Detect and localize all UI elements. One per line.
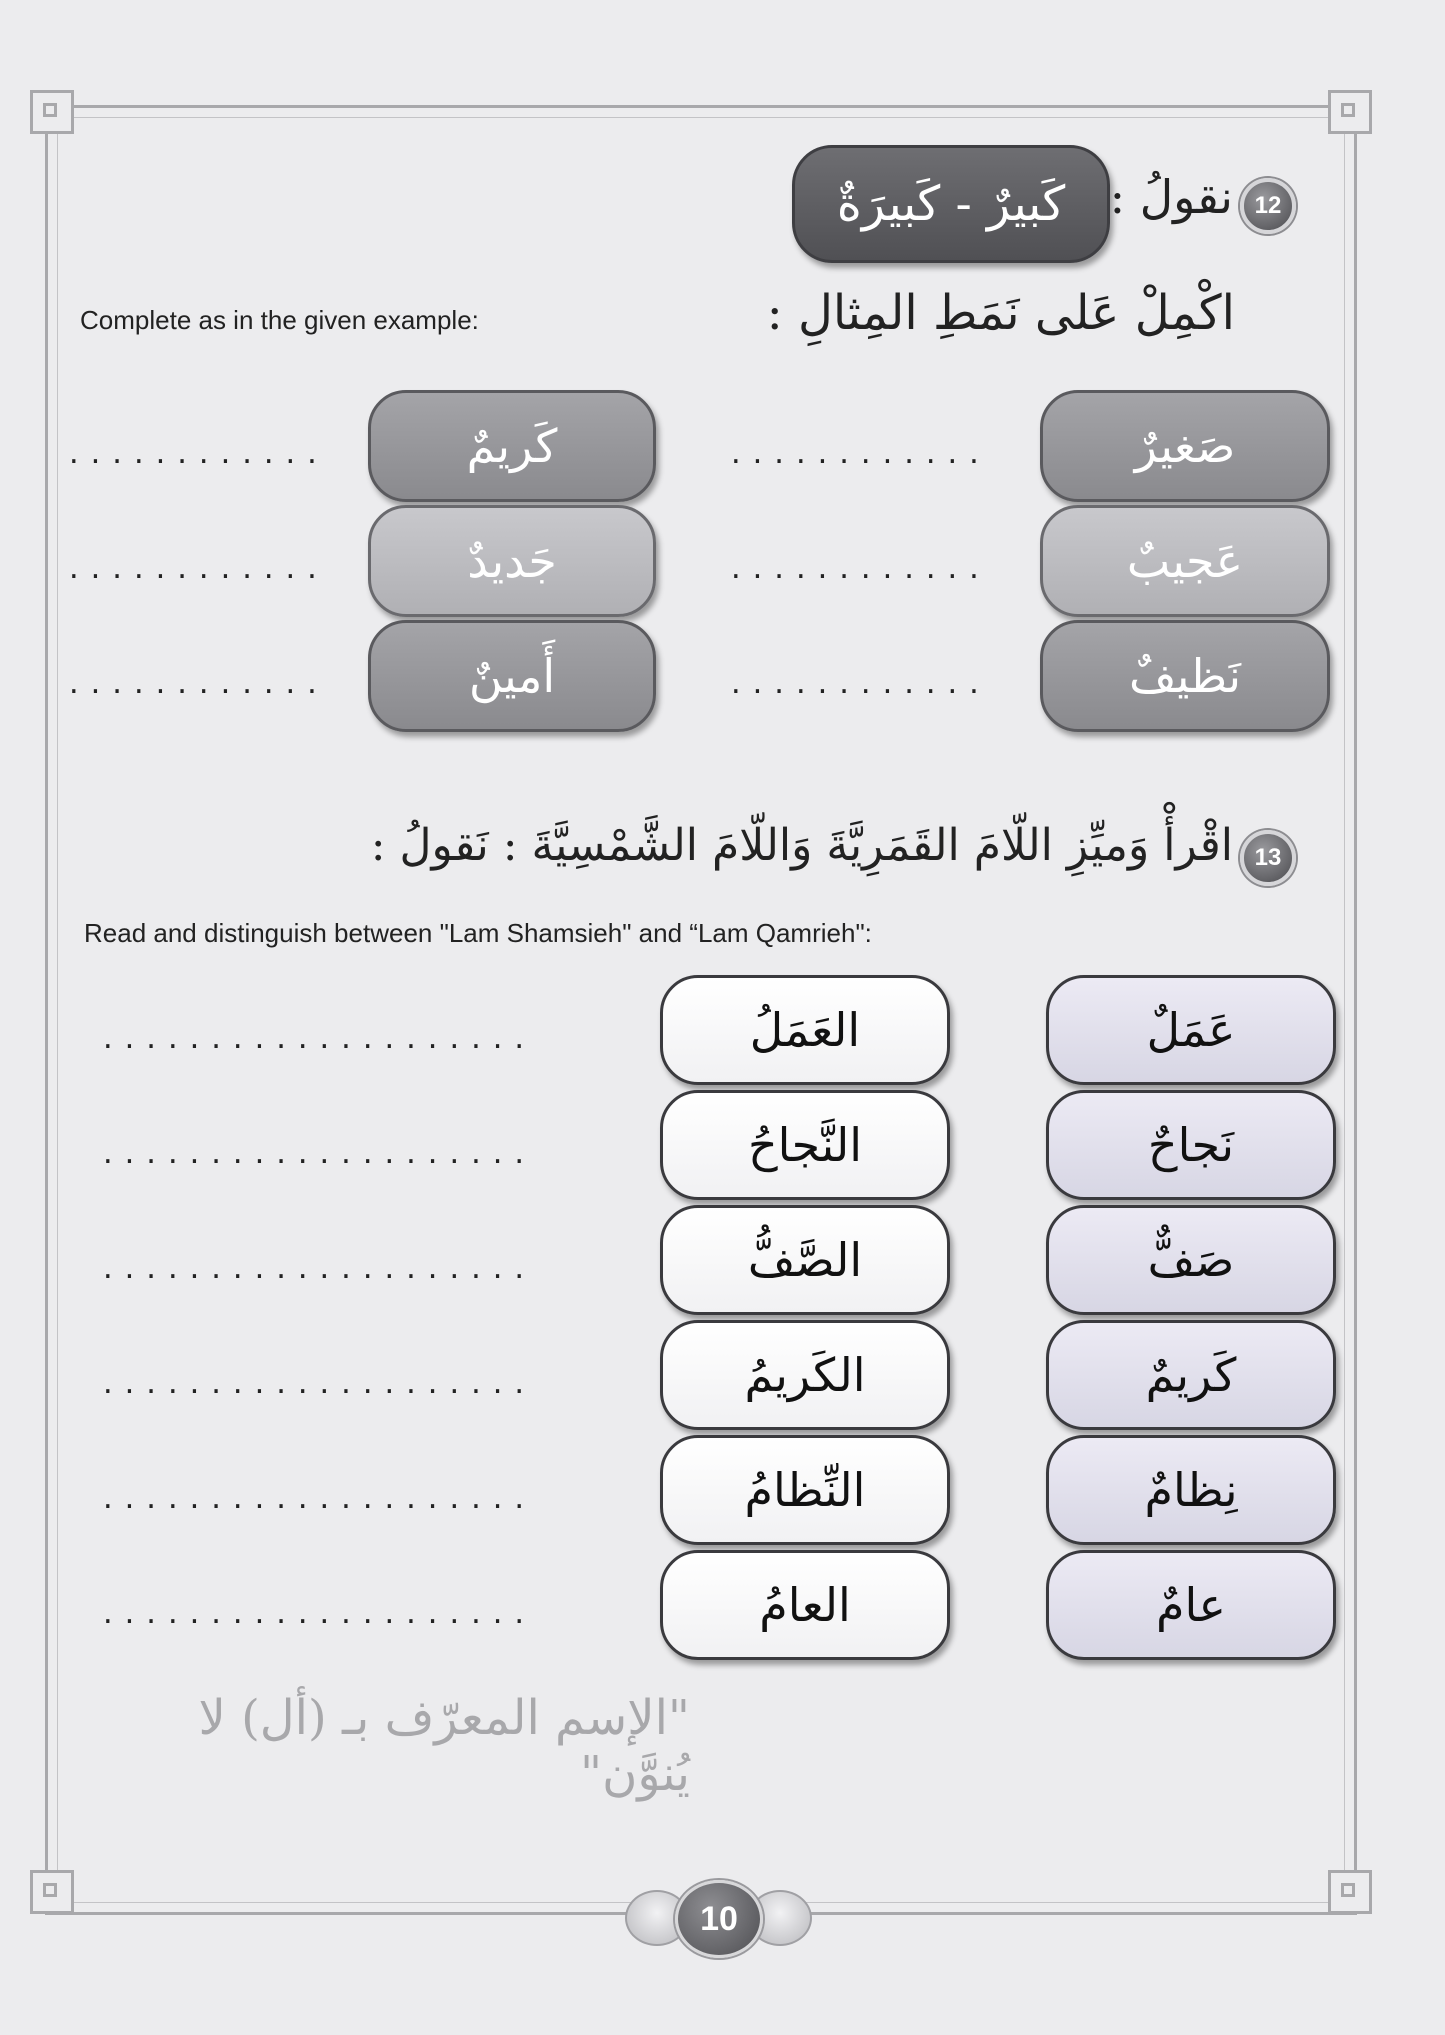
exercise-13-instruction-ar: اقْرأْ وَميِّزِ اللّامَ القَمَرِيَّةَ وَاللّامَ الشَّمْسِيَّةَ : نَقولُ :: [370, 820, 1233, 871]
word-pill-indefinite: كَريمٌ: [1046, 1320, 1336, 1430]
word-pill-definite: العَمَلُ: [660, 975, 950, 1085]
word-pill-definite: الكَريمُ: [660, 1320, 950, 1430]
answer-line[interactable]: ....................: [100, 1025, 534, 1055]
exercise-13-instruction-en: Read and distinguish between "Lam Shamsieh" and “Lam Qamrieh":: [84, 918, 872, 948]
page-number: 10: [675, 1880, 763, 1958]
word-pill-indefinite: نِظامٌ: [1046, 1435, 1336, 1545]
answer-line[interactable]: ....................: [100, 1140, 534, 1170]
exercise-12-number: 12: [1240, 178, 1296, 234]
answer-line[interactable]: ....................: [100, 1370, 534, 1400]
corner-ornament: [30, 1870, 74, 1914]
answer-line[interactable]: ............: [728, 440, 988, 470]
word-pill-definite: العامُ: [660, 1550, 950, 1660]
word-pill-definite: الصَّفُّ: [660, 1205, 950, 1315]
answer-line[interactable]: ............: [728, 670, 988, 700]
word-pill-left: كَريمٌ: [368, 390, 656, 502]
exercise-12-instruction-ar: اكْمِلْ عَلى نَمَطِ المِثالِ :: [766, 285, 1235, 341]
word-pill-definite: النَّجاحُ: [660, 1090, 950, 1200]
answer-line[interactable]: ............: [66, 555, 326, 585]
word-pill-indefinite: نَجاحٌ: [1046, 1090, 1336, 1200]
corner-ornament: [1328, 1870, 1372, 1914]
answer-line[interactable]: ............: [66, 440, 326, 470]
corner-ornament: [30, 90, 74, 134]
answer-line[interactable]: ....................: [100, 1255, 534, 1285]
answer-line[interactable]: ............: [66, 670, 326, 700]
exercise-13-number: 13: [1240, 830, 1296, 886]
word-pill-indefinite: عَمَلٌ: [1046, 975, 1336, 1085]
answer-line[interactable]: ............: [728, 555, 988, 585]
word-pill-indefinite: عامٌ: [1046, 1550, 1336, 1660]
exercise-12-say-label: نقولُ :: [1109, 170, 1233, 224]
word-pill-left: جَديدٌ: [368, 505, 656, 617]
rule-note: "الإسم المعرّف بـ (أل) لا يُنوَّن": [198, 1690, 690, 1802]
word-pill-right: صَغيرٌ: [1040, 390, 1330, 502]
word-pill-definite: النِّظامُ: [660, 1435, 950, 1545]
exercise-12-instruction-en: Complete as in the given example:: [80, 305, 479, 335]
example-pill: كَبيرٌ - كَبيرَةٌ: [792, 145, 1110, 263]
corner-ornament: [1328, 90, 1372, 134]
answer-line[interactable]: ....................: [100, 1600, 534, 1630]
word-pill-indefinite: صَفٌّ: [1046, 1205, 1336, 1315]
word-pill-left: أَمينٌ: [368, 620, 656, 732]
answer-line[interactable]: ....................: [100, 1485, 534, 1515]
word-pill-right: نَظيفٌ: [1040, 620, 1330, 732]
word-pill-right: عَجيبٌ: [1040, 505, 1330, 617]
